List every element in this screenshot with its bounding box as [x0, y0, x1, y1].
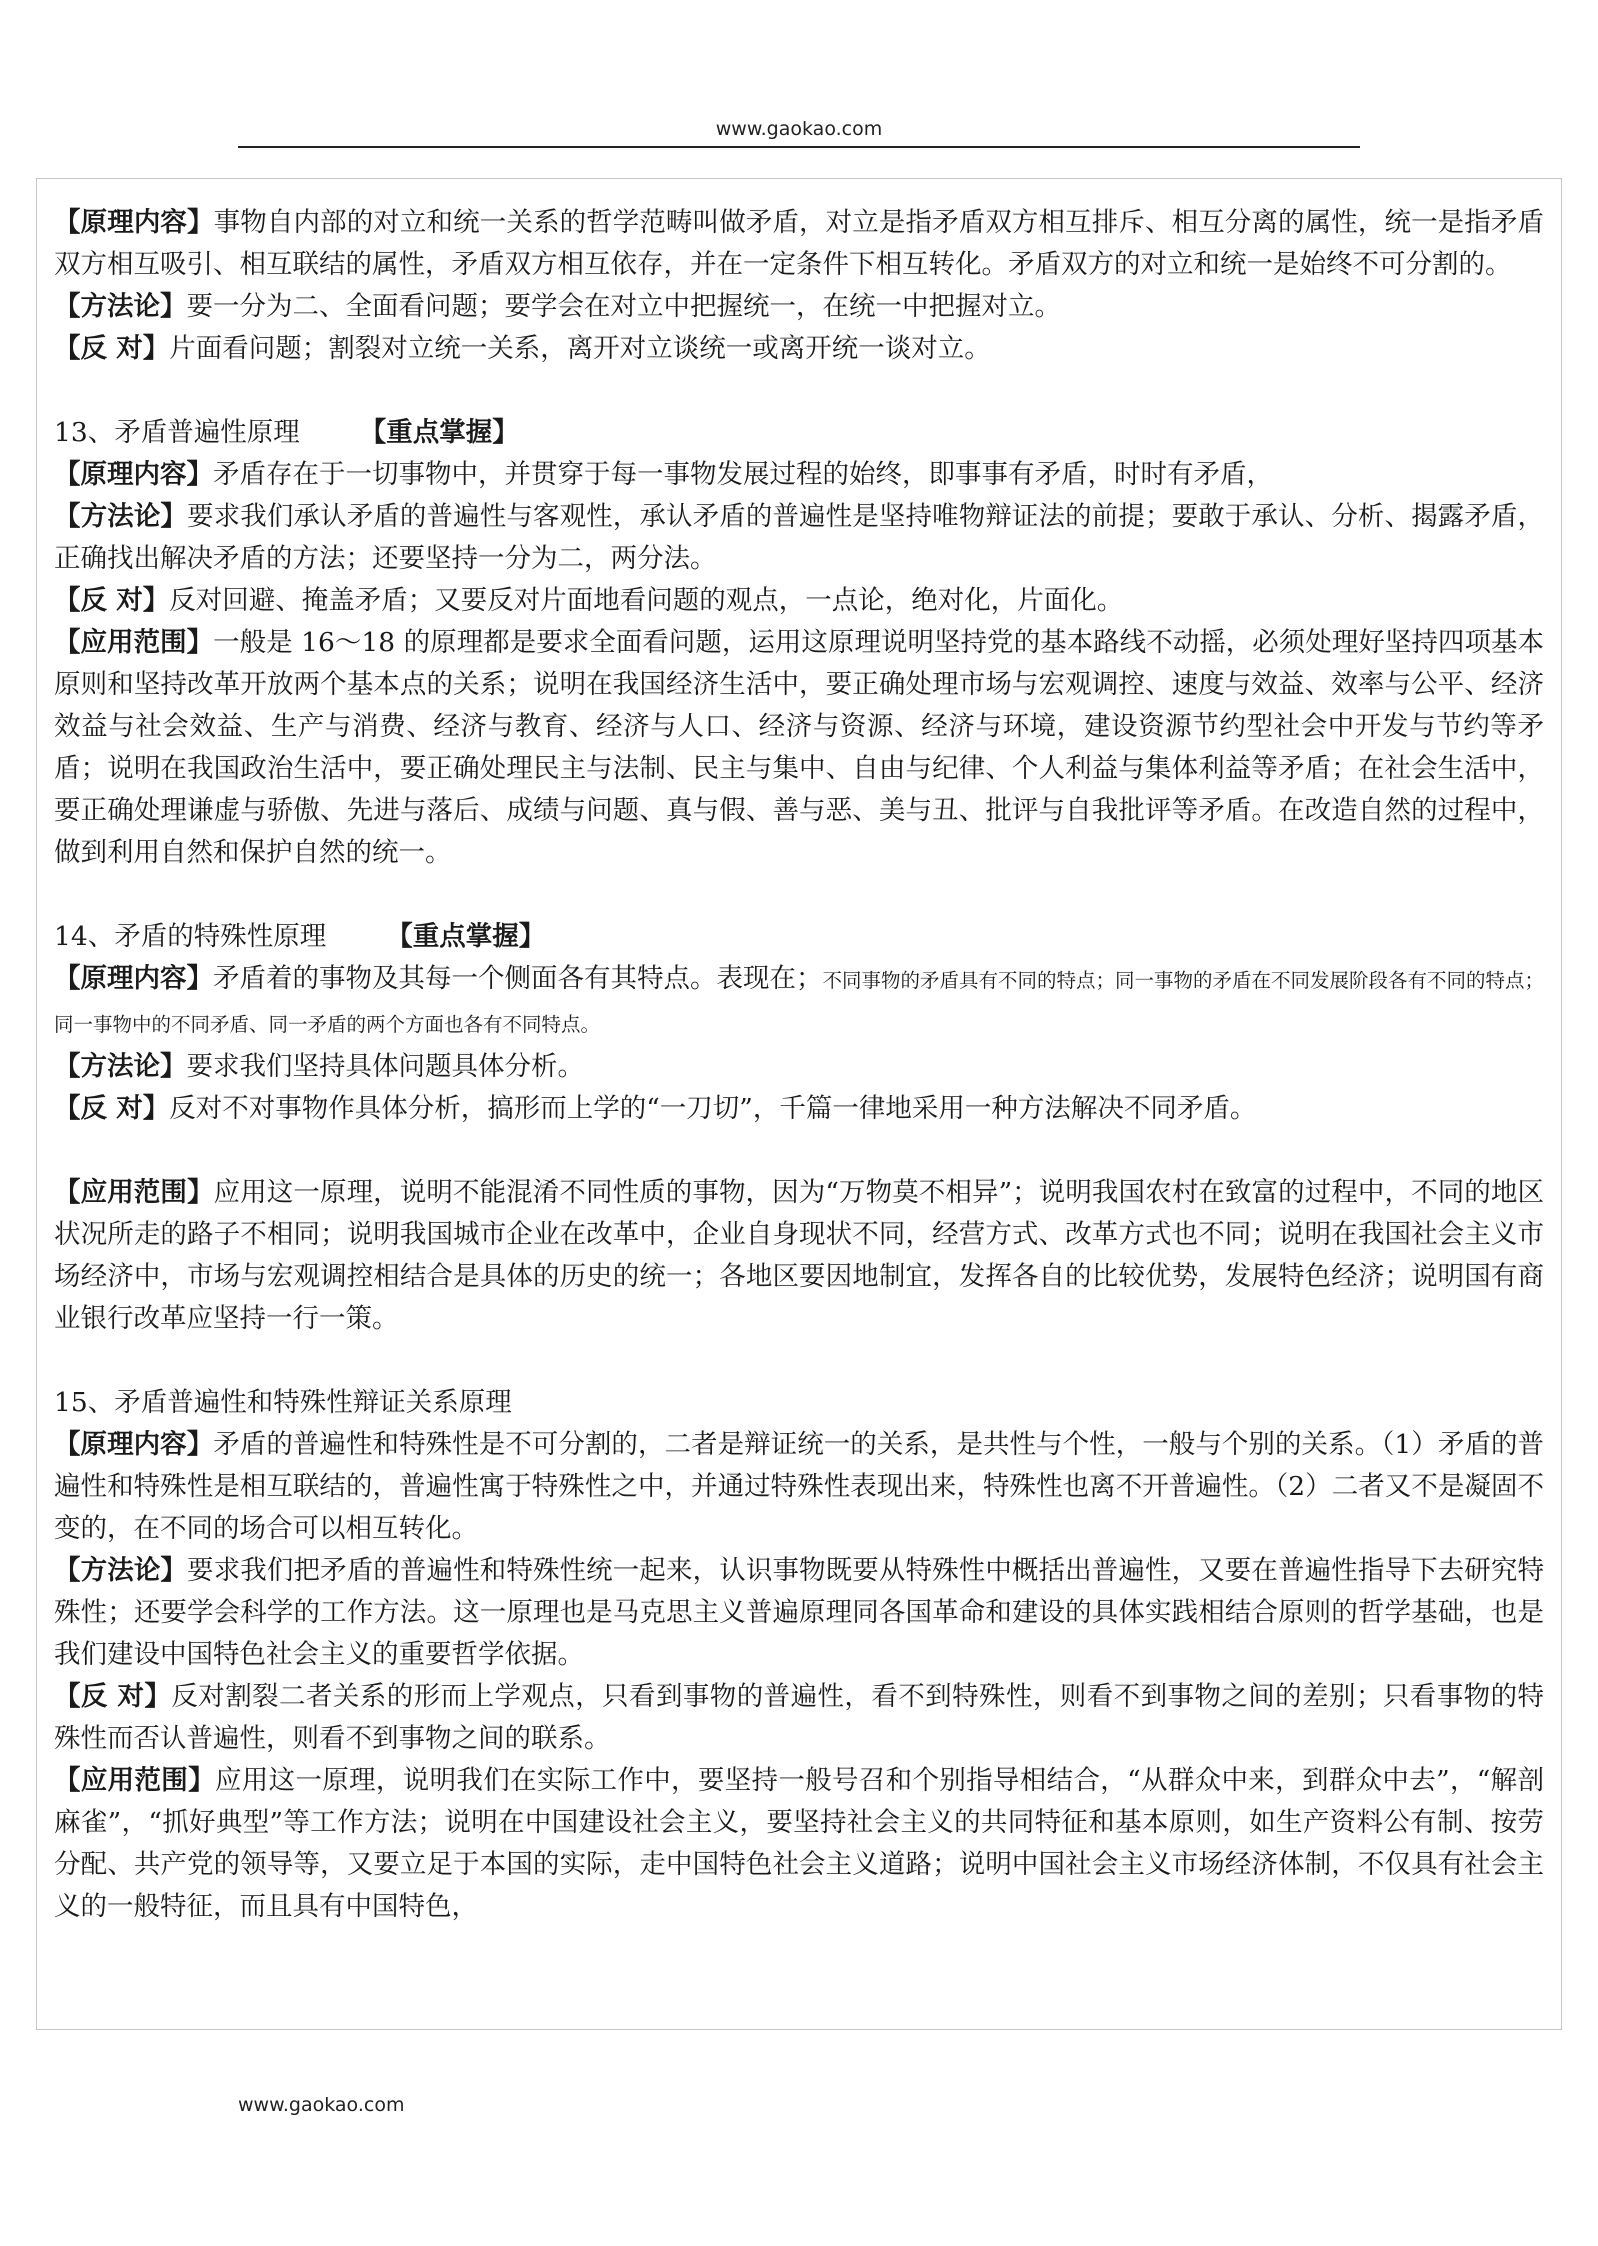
s13-oppose [54, 580, 1544, 622]
s15-scope-text: 应用这一原理，说明我们在实际工作中，要坚持一般号召和个别指导相结合，“从群众中来，到群众中去”，“解剖麻雀”，“抓好典型”等工作方法；说明在中国建设社会主义，要坚持社会主义的共同特征和基本原则，如生产资料公有制、按劳分配、共产党的领导等，又要立足于本国的实际，走中国特色社会主义道路；说明中国社会主义市场经济体制，不仅具有社会主义的一般特征，而且具有中国特色， [54, 1765, 1544, 1922]
section-13-tag: 【重点掌握】 [359, 417, 519, 448]
intro-method-text: 要一分为二、全面看问题；要学会在对立中把握统一，在统一中把握对立。 [186, 291, 1061, 322]
s15-content-text: 矛盾的普遍性和特殊性是不可分割的，二者是辩证统一的关系，是共性与个性，一般与个别的关系。（1）矛盾的普遍性和特殊性是相互联结的，普遍性寓于特殊性之中，并通过特殊性表现出来，特殊性也离不开普遍性。（2）二者又不是凝固不变的，在不同的场合可以相互转化。 [54, 1429, 1545, 1544]
section-14-title: 14、矛盾的特殊性原理 [54, 921, 327, 952]
label-principle: 【原理内容】 [54, 1429, 214, 1460]
s14-method [54, 1046, 1544, 1088]
s14-scope-text: 应用这一原理，说明不能混淆不同性质的事物，因为“万物莫不相异”；说明我国农村在致富的过程中，不同的地区状况所走的路子不相同；说明我国城市企业在改革中，企业自身现状不同，经营方式、改革方式也不同；说明在我国社会主义市场经济中，市场与宏观调控相结合是具体的历史的统一；各地区要因地制宜，发挥各自的比较优势，发展特色经济；说明国有商业银行改革应坚持一行一策。 [54, 1177, 1544, 1334]
page-header-site: www.gaokao.com [715, 118, 883, 140]
s15-oppose [54, 1676, 1544, 1760]
label-method: 【方法论】 [54, 501, 188, 532]
s13-method [54, 496, 1544, 580]
s13-method-text: 要求我们承认矛盾的普遍性与客观性，承认矛盾的普遍性是坚持唯物辩证法的前提；要敢于承认、分析、揭露矛盾，正确找出解决矛盾的方法；还要坚持一分为二，两分法。 [54, 501, 1545, 574]
s13-content-text: 矛盾存在于一切事物中，并贯穿于每一事物发展过程的始终，即事事有矛盾，时时有矛盾， [213, 459, 1273, 490]
s15-oppose-text: 反对割裂二者关系的形而上学观点，只看到事物的普遍性，看不到特殊性，则看不到事物之间的差别；只看事物的特殊性而否认普遍性，则看不到事物之间的联系。 [54, 1681, 1544, 1754]
s14-method-text: 要求我们坚持具体问题具体分析。 [186, 1051, 584, 1082]
s14-content [54, 958, 1544, 1046]
spacer [54, 874, 1544, 916]
label-method: 【方法论】 [54, 1051, 187, 1082]
intro-content-text: 事物自内部的对立和统一关系的哲学范畴叫做矛盾，对立是指矛盾双方相互排斥、相互分离的属性，统一是指矛盾双方相互吸引、相互联结的属性，矛盾双方相互依存，并在一定条件下相互转化。矛盾双方的对立和统一是始终不可分割的。 [54, 207, 1545, 280]
section-15-title: 15、矛盾普遍性和特殊性辩证关系原理 [54, 1387, 512, 1418]
s14-oppose-text: 反对不对事物作具体分析，搞形而上学的“一刀切”，千篇一律地采用一种方法解决不同矛盾。 [169, 1093, 1257, 1124]
s13-scope [54, 622, 1544, 874]
s14-oppose [54, 1088, 1544, 1130]
page-footer-site: www.gaokao.com [238, 2094, 405, 2116]
intro-method [54, 286, 1544, 328]
section-14-tag: 【重点掌握】 [386, 921, 546, 952]
section-14-heading [54, 916, 1544, 958]
section-13-title: 13、矛盾普遍性原理 [54, 417, 300, 448]
section-13-heading [54, 412, 1544, 454]
label-scope: 【应用范围】 [54, 1177, 214, 1208]
intro-oppose [54, 328, 1544, 370]
label-scope: 【应用范围】 [54, 627, 214, 658]
label-principle: 【原理内容】 [54, 459, 213, 490]
label-scope: 【应用范围】 [54, 1765, 215, 1796]
label-method: 【方法论】 [54, 291, 187, 322]
document-body [54, 202, 1544, 1928]
spacer [54, 1130, 1544, 1172]
s15-method [54, 1550, 1544, 1676]
label-principle: 【原理内容】 [54, 207, 214, 238]
section-15-heading [54, 1382, 1544, 1424]
label-oppose: 【反 对】 [54, 333, 170, 364]
spacer [54, 1340, 1544, 1382]
s14-scope [54, 1172, 1544, 1340]
s13-content [54, 454, 1544, 496]
s13-oppose-text: 反对回避、掩盖矛盾；又要反对片面地看问题的观点，一点论，绝对化，片面化。 [169, 585, 1124, 616]
label-oppose: 【反 对】 [54, 585, 170, 616]
label-method: 【方法论】 [54, 1555, 188, 1586]
s15-method-text: 要求我们把矛盾的普遍性和特殊性统一起来，认识事物既要从特殊性中概括出普遍性，又要在普遍性指导下去研究特殊性；还要学会科学的工作方法。这一原理也是马克思主义普遍原理同各国革命和建设的具体实践相结合原则的哲学基础，也是我们建设中国特色社会主义的重要哲学依据。 [54, 1555, 1545, 1670]
label-principle: 【原理内容】 [54, 963, 213, 994]
s14-content-small-text: 不同事物的矛盾具有不同的特点；同一事物的矛盾在不同发展阶段各有不同的特点；同一事物中的不同矛盾、同一矛盾的两个方面也各有不同特点。 [54, 969, 1545, 1036]
intro-oppose-text: 片面看问题；割裂对立统一关系，离开对立谈统一或离开统一谈对立。 [169, 333, 991, 364]
intro-content [54, 202, 1544, 286]
label-oppose: 【反 对】 [54, 1093, 170, 1124]
header-divider [238, 146, 1360, 148]
s14-content-text: 矛盾着的事物及其每一个侧面各有其特点。表现在； [213, 963, 823, 994]
s15-content [54, 1424, 1544, 1550]
s15-scope [54, 1760, 1544, 1928]
label-oppose: 【反 对】 [54, 1681, 172, 1712]
spacer [54, 370, 1544, 412]
s13-scope-text: 一般是 16～18 的原理都是要求全面看问题，运用这原理说明坚持党的基本路线不动摇，必须处理好坚持四项基本原则和坚持改革开放两个基本点的关系；说明在我国经济生活中，要正确处理市场与宏观调控、速度与效益、效率与公平、经济效益与社会效益、生产与消费、经济与教育、经济与人口、经济与资源、经济与环境，建设资源节约型社会中开发与节约等矛盾；说明在我国政治生活中，要正确处理民主与法制、民主与集中、自由与纪律、个人利益与集体利益等矛盾；在社会生活中，要正确处理谦虚与骄傲、先进与落后、成绩与问题、真与假、善与恶、美与丑、批评与自我批评等矛盾。在改造自然的过程中，做到利用自然和保护自然的统一。 [54, 627, 1544, 868]
